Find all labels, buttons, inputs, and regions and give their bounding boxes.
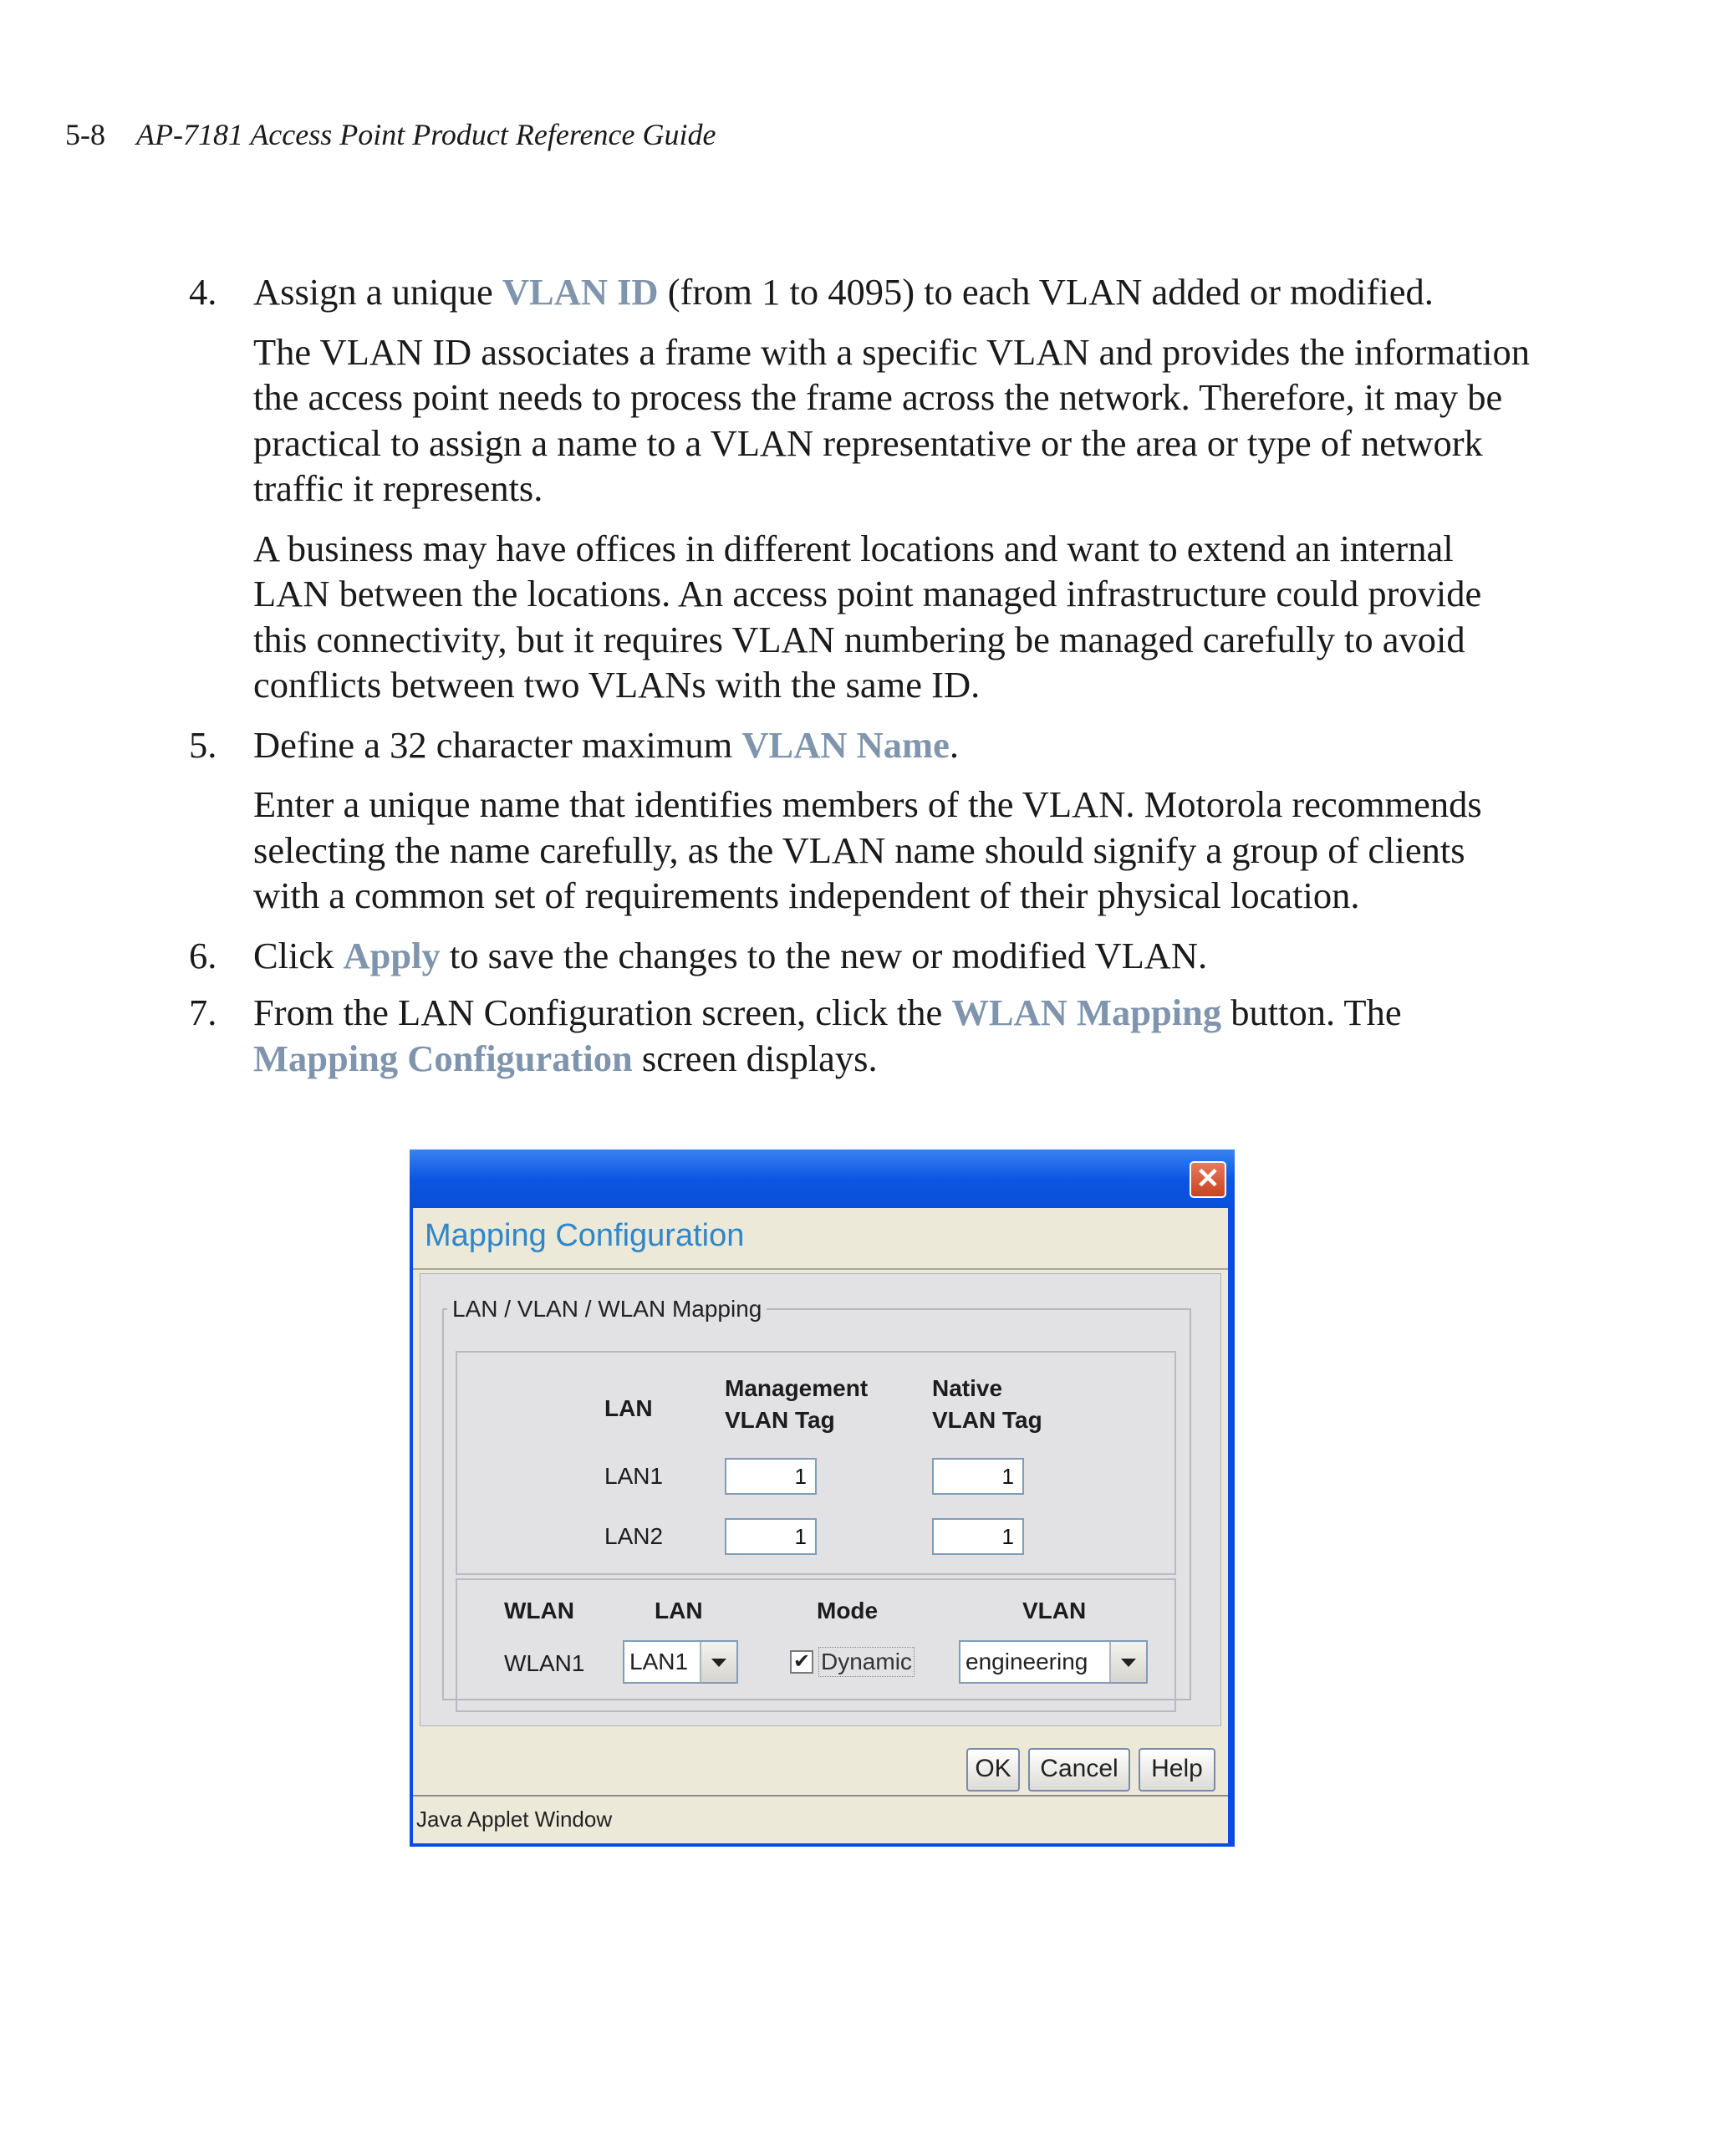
- form-area: [420, 1273, 1221, 1726]
- mode-column-header: Mode: [817, 1598, 879, 1623]
- document-body: [0, 269, 1712, 1081]
- wlan-column-header: WLAN: [504, 1598, 574, 1623]
- dialog-header: [413, 1208, 1228, 1270]
- native-header-line1: Native: [932, 1375, 1003, 1401]
- ok-button[interactable]: OK: [966, 1748, 1020, 1792]
- lan-select[interactable]: [623, 1640, 738, 1684]
- step-text: Assign a unique: [253, 271, 502, 313]
- keyword-vlan-id: VLAN ID: [502, 271, 659, 313]
- step-5: [0, 722, 1532, 768]
- dialog-client-area: [413, 1208, 1228, 1843]
- lan-vlan-panel: [456, 1351, 1176, 1575]
- management-header-line1: Management: [725, 1375, 869, 1401]
- lan1-label: LAN1: [604, 1463, 664, 1489]
- step-text: Click: [253, 934, 344, 976]
- step-text: Define a 32 character maximum: [253, 723, 742, 766]
- guide-title: AP-7181 Access Point Product Reference Guide: [136, 118, 716, 151]
- paragraph: Enter a unique name that identifies members of the VLAN. Motorola recommends selecting the name carefully, as the VLAN name should signify a group of clients with a common set of requirements independent of their physical location.: [253, 783, 1482, 916]
- lan1-native-vlan-tag-input[interactable]: 1: [932, 1458, 1024, 1495]
- step-text: .: [949, 723, 959, 766]
- mapping-configuration-dialog: [410, 1149, 1235, 1847]
- lan2-label: LAN2: [604, 1523, 664, 1549]
- vlan-select[interactable]: [959, 1640, 1148, 1684]
- lan2-management-vlan-tag-input[interactable]: 1: [725, 1518, 817, 1555]
- running-header: [65, 117, 716, 152]
- help-button[interactable]: Help: [1139, 1748, 1215, 1792]
- step-number: 7.: [189, 991, 217, 1033]
- close-icon[interactable]: ✕: [1190, 1161, 1226, 1198]
- lan-column-header: LAN: [604, 1395, 653, 1421]
- keyword-mapping-configuration: Mapping Configuration: [253, 1037, 633, 1079]
- chevron-down-icon[interactable]: [1109, 1642, 1146, 1682]
- step-text: button. The: [1221, 991, 1402, 1033]
- native-header-line2: VLAN Tag: [932, 1407, 1042, 1433]
- keyword-vlan-name: VLAN Name: [741, 723, 950, 766]
- step-text: screen displays.: [632, 1037, 878, 1079]
- dynamic-mode-checkbox[interactable]: ✔: [790, 1650, 813, 1674]
- wlan1-label: WLAN1: [504, 1650, 585, 1676]
- lan1-management-vlan-tag-input[interactable]: 1: [725, 1458, 817, 1495]
- step-text: From the LAN Configuration screen, click the: [253, 991, 952, 1033]
- window-titlebar: [410, 1149, 1235, 1208]
- lan2-native-vlan-tag-input[interactable]: 1: [932, 1518, 1024, 1555]
- step-number: 6.: [189, 934, 217, 976]
- group-label: LAN / VLAN / WLAN Mapping: [452, 1296, 762, 1322]
- step-4: [0, 269, 1532, 315]
- dialog-title: Mapping Configuration: [425, 1218, 745, 1253]
- step-7: [0, 990, 1532, 1081]
- step-text: to save the changes to the new or modified VLAN.: [440, 934, 1208, 976]
- chevron-down-icon[interactable]: [700, 1642, 736, 1682]
- dynamic-mode-label: Dynamic: [818, 1647, 915, 1677]
- vlan-column-header: VLAN: [1022, 1598, 1087, 1623]
- step-number: 4.: [189, 271, 217, 313]
- management-header-line2: VLAN Tag: [725, 1407, 835, 1433]
- page-number: 5-8: [65, 118, 105, 151]
- status-text: Java Applet Window: [416, 1807, 613, 1832]
- wlan-mapping-panel: [456, 1578, 1176, 1712]
- keyword-apply: Apply: [343, 934, 441, 976]
- paragraph: A business may have offices in different locations and want to extend an internal LAN between the locations. An access point managed infrastructure could provide this connectivity, but it requires VLAN numbering be managed carefully to avoid conflicts between two VLANs with the same ID.: [253, 527, 1482, 706]
- step-6: [0, 933, 1532, 979]
- paragraph: The VLAN ID associates a frame with a specific VLAN and provides the information the access point needs to process the frame across the network. Therefore, it may be practical to assign a name to a VLAN representative or the area or type of network traffic it represents.: [253, 330, 1530, 509]
- keyword-wlan-mapping: WLAN Mapping: [951, 991, 1222, 1033]
- status-bar: [413, 1795, 1228, 1843]
- step-number: 5.: [189, 723, 217, 766]
- lan-select-value: LAN1: [629, 1649, 689, 1674]
- cancel-button[interactable]: Cancel: [1028, 1748, 1130, 1792]
- vlan-select-value: engineering: [966, 1649, 1088, 1674]
- mapping-group: [442, 1296, 1191, 1700]
- step-text: (from 1 to 4095) to each VLAN added or modified.: [658, 271, 1434, 313]
- lan-column-header: LAN: [655, 1598, 703, 1623]
